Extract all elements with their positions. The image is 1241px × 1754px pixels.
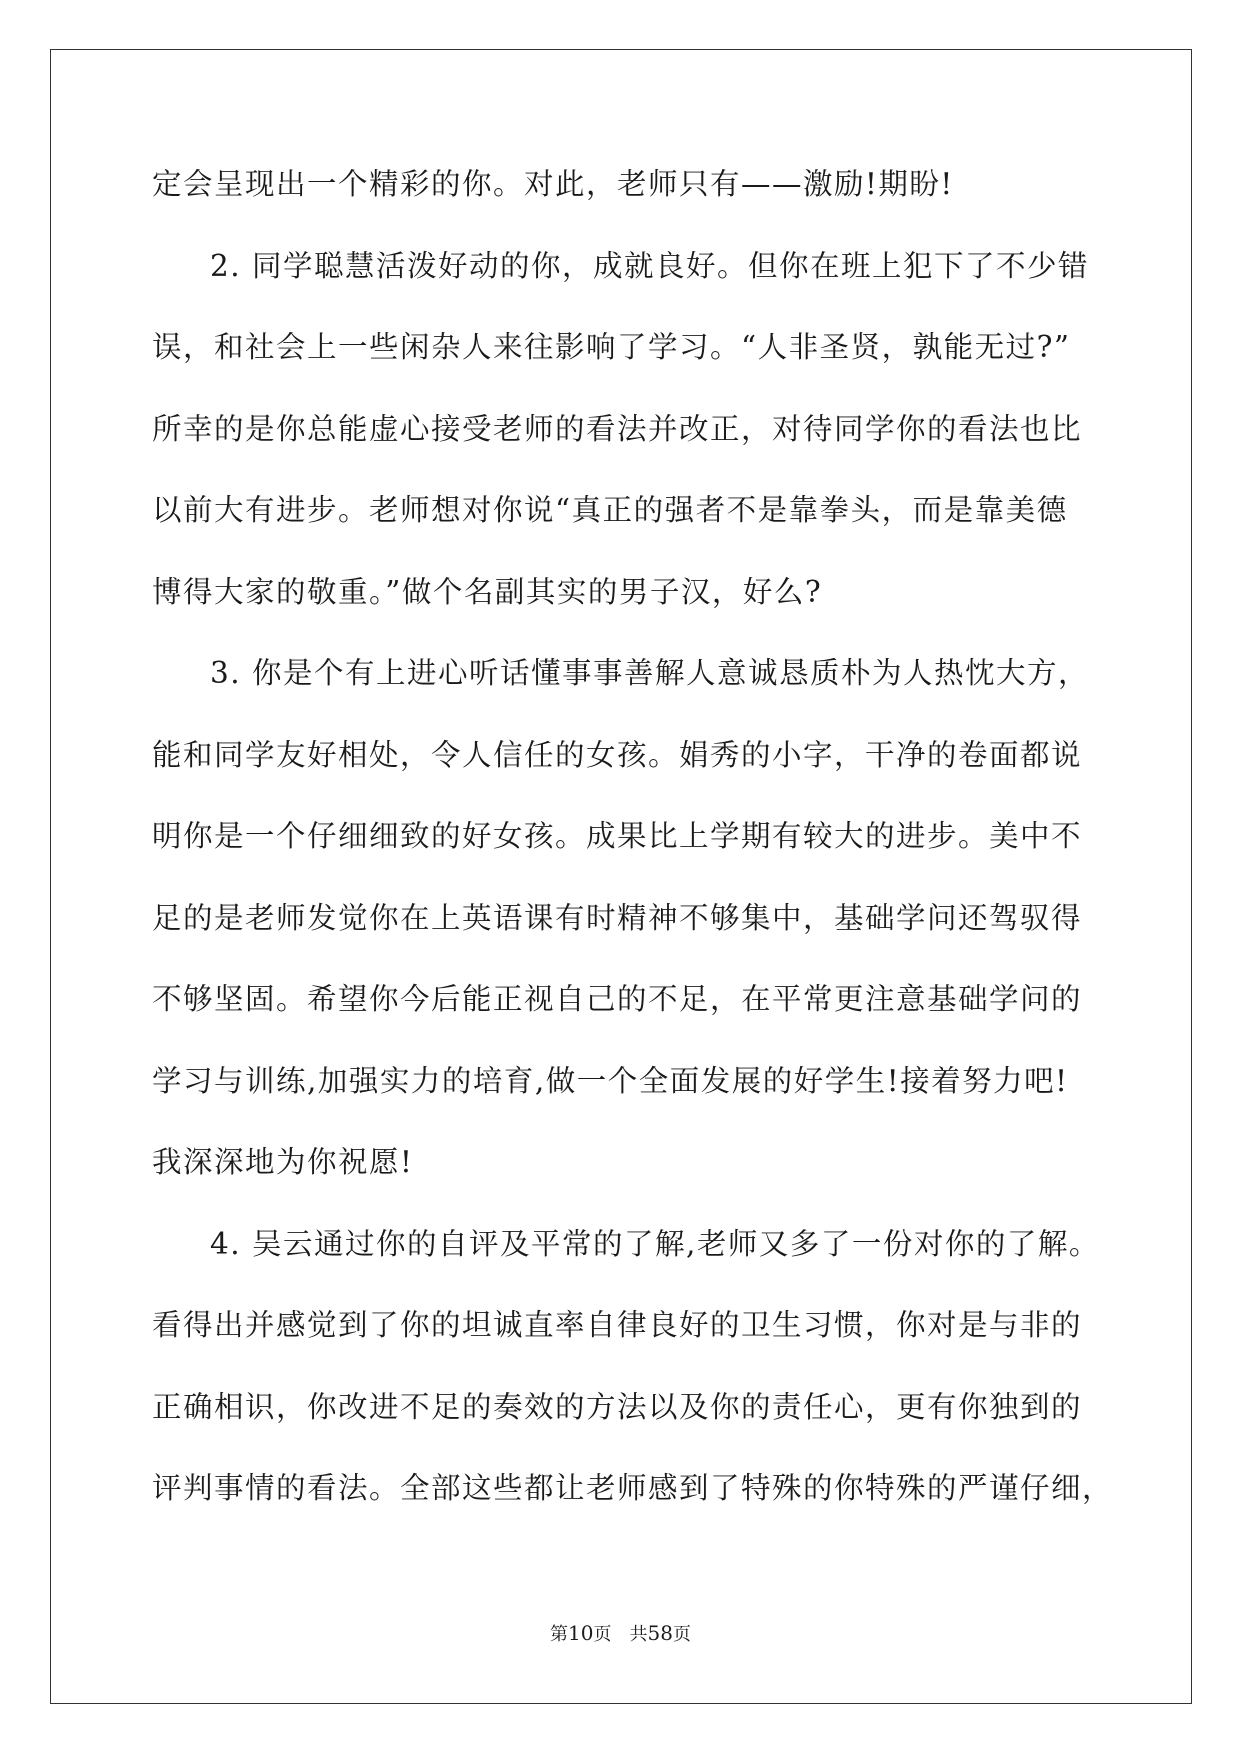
total-pages: 58	[647, 1621, 673, 1645]
paragraph-4-start: 4. 吴云通过你的自评及平常的了解,老师又多了一份对你的了解。	[210, 1226, 1100, 1261]
paragraph-3-start: 3. 你是个有上进心听话懂事事善解人意诚恳质朴为人热忱大方，	[210, 656, 1090, 690]
text-line: 看得出并感觉到了你的坦诚直率自律良好的卫生习惯，你对是与非的	[152, 1308, 1083, 1342]
text-line: 我深深地为你祝愿!	[152, 1145, 414, 1179]
text-line: 正确相识，你改进不足的奏效的方法以及你的责任心，更有你独到的	[152, 1389, 1083, 1424]
page-suffix: 页	[593, 1624, 612, 1645]
text-line: 足的是老师发觉你在上英语课有时精神不够集中，基础学问还驾驭得	[152, 900, 1083, 935]
text-line: 误，和社会上一些闲杂人来往影响了学习。“人非圣贤，孰能无过?”	[152, 330, 1071, 364]
document-body	[152, 166, 1114, 1552]
text-line: 明你是一个仔细细致的好女孩。成果比上学期有较大的进步。美中不	[152, 819, 1083, 853]
paragraph-2-start: 2. 同学聪慧活泼好动的你，成就良好。但你在班上犯下了不少错	[210, 248, 1090, 283]
page-footer	[0, 1620, 1241, 1646]
text-line: 定会呈现出一个精彩的你。对此，老师只有——激励!期盼!	[152, 167, 954, 201]
total-prefix: 共	[629, 1624, 648, 1645]
total-suffix: 页	[672, 1624, 691, 1645]
text-line: 以前大有进步。老师想对你说“真正的强者不是靠拳头，而是靠美德	[152, 493, 1068, 527]
text-line: 所幸的是你总能虚心接受老师的看法并改正，对待同学你的看法也比	[152, 411, 1083, 446]
text-line: 评判事情的看法。全部这些都让老师感到了特殊的你特殊的严谨仔细，	[152, 1471, 1114, 1505]
text-line: 学习与训练,加强实力的培育,做一个全面发展的好学生!接着努力吧!	[152, 1063, 1069, 1098]
page-prefix: 第	[550, 1624, 569, 1645]
text-line: 博得大家的敬重。”做个名副其实的男子汉，好么?	[152, 574, 823, 609]
text-line: 不够坚固。希望你今后能正视自己的不足，在平常更注意基础学问的	[152, 982, 1083, 1016]
text-line: 能和同学友好相处，令人信任的女孩。娟秀的小字，干净的卷面都说	[152, 737, 1083, 772]
page-number: 10	[568, 1621, 594, 1645]
